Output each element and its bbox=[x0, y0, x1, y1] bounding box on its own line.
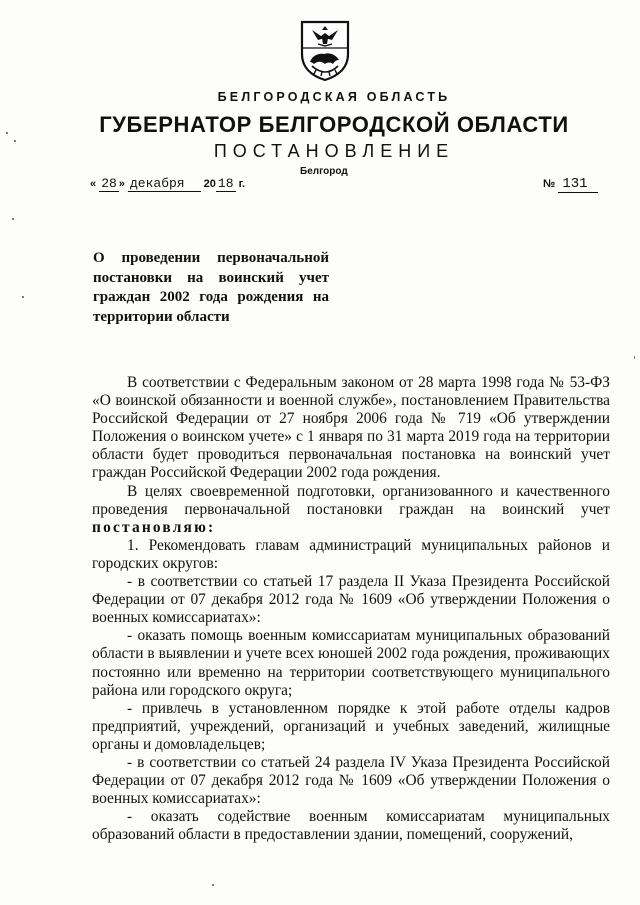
scan-speck bbox=[22, 296, 24, 298]
scan-speck bbox=[6, 132, 8, 134]
issuer-title: ГУБЕРНАТОР БЕЛГОРОДСКОЙ ОБЛАСТИ bbox=[99, 112, 569, 137]
date-month: декабря bbox=[128, 176, 201, 192]
document-subject: О проведении первоначальной постановки на воинский учет граждан 2002 года рождения на территории области bbox=[93, 250, 329, 325]
date-open-quote: « bbox=[90, 178, 97, 190]
number-value: 131 bbox=[558, 176, 598, 193]
paragraph-basis: В соответствии с Федеральным законом от 28 марта 1998 года № 53-ФЗ «О воинской обязанности и военной службе», постановлением Правительства Российской Федерации от 27 ноября 2006 года № 719 «Об утверждении Положения о воинском учете» с 1 января по 31 марта 2019 года на территории области будет проводиться первоначальная постановка на воинский учет граждан Российской Федерации 2002 года рождения. bbox=[92, 374, 610, 482]
document-number bbox=[543, 176, 598, 193]
paragraph-involve-departments: - привлечь в установленном порядке к этой работе отделы кадров предприятий, учреждений, организаций и учебных заведений, жилищные органы и домовладельцев; bbox=[92, 699, 610, 753]
date-close-quote: » bbox=[118, 178, 125, 190]
date-year-prefix: 20 bbox=[203, 178, 216, 190]
decree-keyword: постановляю: bbox=[92, 518, 216, 536]
scan-speck bbox=[634, 356, 635, 359]
date-year-abbr: г. bbox=[238, 178, 246, 190]
date-day: 28 bbox=[101, 176, 117, 191]
region-name: БЕЛГОРОДСКАЯ ОБЛАСТЬ bbox=[217, 90, 451, 104]
paragraph-purpose bbox=[92, 483, 610, 537]
paragraph-provide-premises: - оказать содействие военным комиссариатам муниципальных образований области в предоставлении здании, помещений, сооружений, bbox=[92, 808, 610, 844]
scan-speck bbox=[212, 884, 214, 886]
document-type: ПОСТАНОВЛЕНИЕ bbox=[213, 141, 455, 161]
paragraph-item-1: 1. Рекомендовать главам администраций муниципальных районов и городских округов: bbox=[92, 536, 610, 572]
purpose-text: В целях своевременной подготовки, организованного и качественного проведения первоначальной постановки граждан на воинский учет bbox=[92, 482, 610, 518]
paragraph-article-24: - в соответствии со статьей 24 раздела IV Указа Президента Российской Федерации от 07 декабря 2012 года № 1609 «Об утверждении Положения о военных комиссариатах»: bbox=[92, 753, 610, 808]
date-year-suffix: 18 bbox=[217, 176, 234, 191]
city-name: Белгород bbox=[300, 166, 348, 177]
document-date bbox=[90, 176, 245, 191]
scan-speck bbox=[12, 218, 14, 220]
number-label: № bbox=[543, 178, 556, 190]
paragraph-article-17: - в соответствии со статьей 17 раздела II Указа Президента Российской Федерации от 07 декабря 2012 года № 1609 «Об утверждении Положения о военных комиссариатах»: bbox=[92, 573, 610, 627]
document-body bbox=[92, 374, 610, 844]
paragraph-assist-registration: - оказать помощь военным комиссариатам муниципальных образований области в выявлении и учете всех юношей 2002 года рождения, проживающих постоянно или временно на территории соответствующего муниципального района или городского округа; bbox=[92, 627, 610, 699]
coat-of-arms-emblem bbox=[298, 18, 352, 82]
scan-speck bbox=[14, 140, 16, 142]
